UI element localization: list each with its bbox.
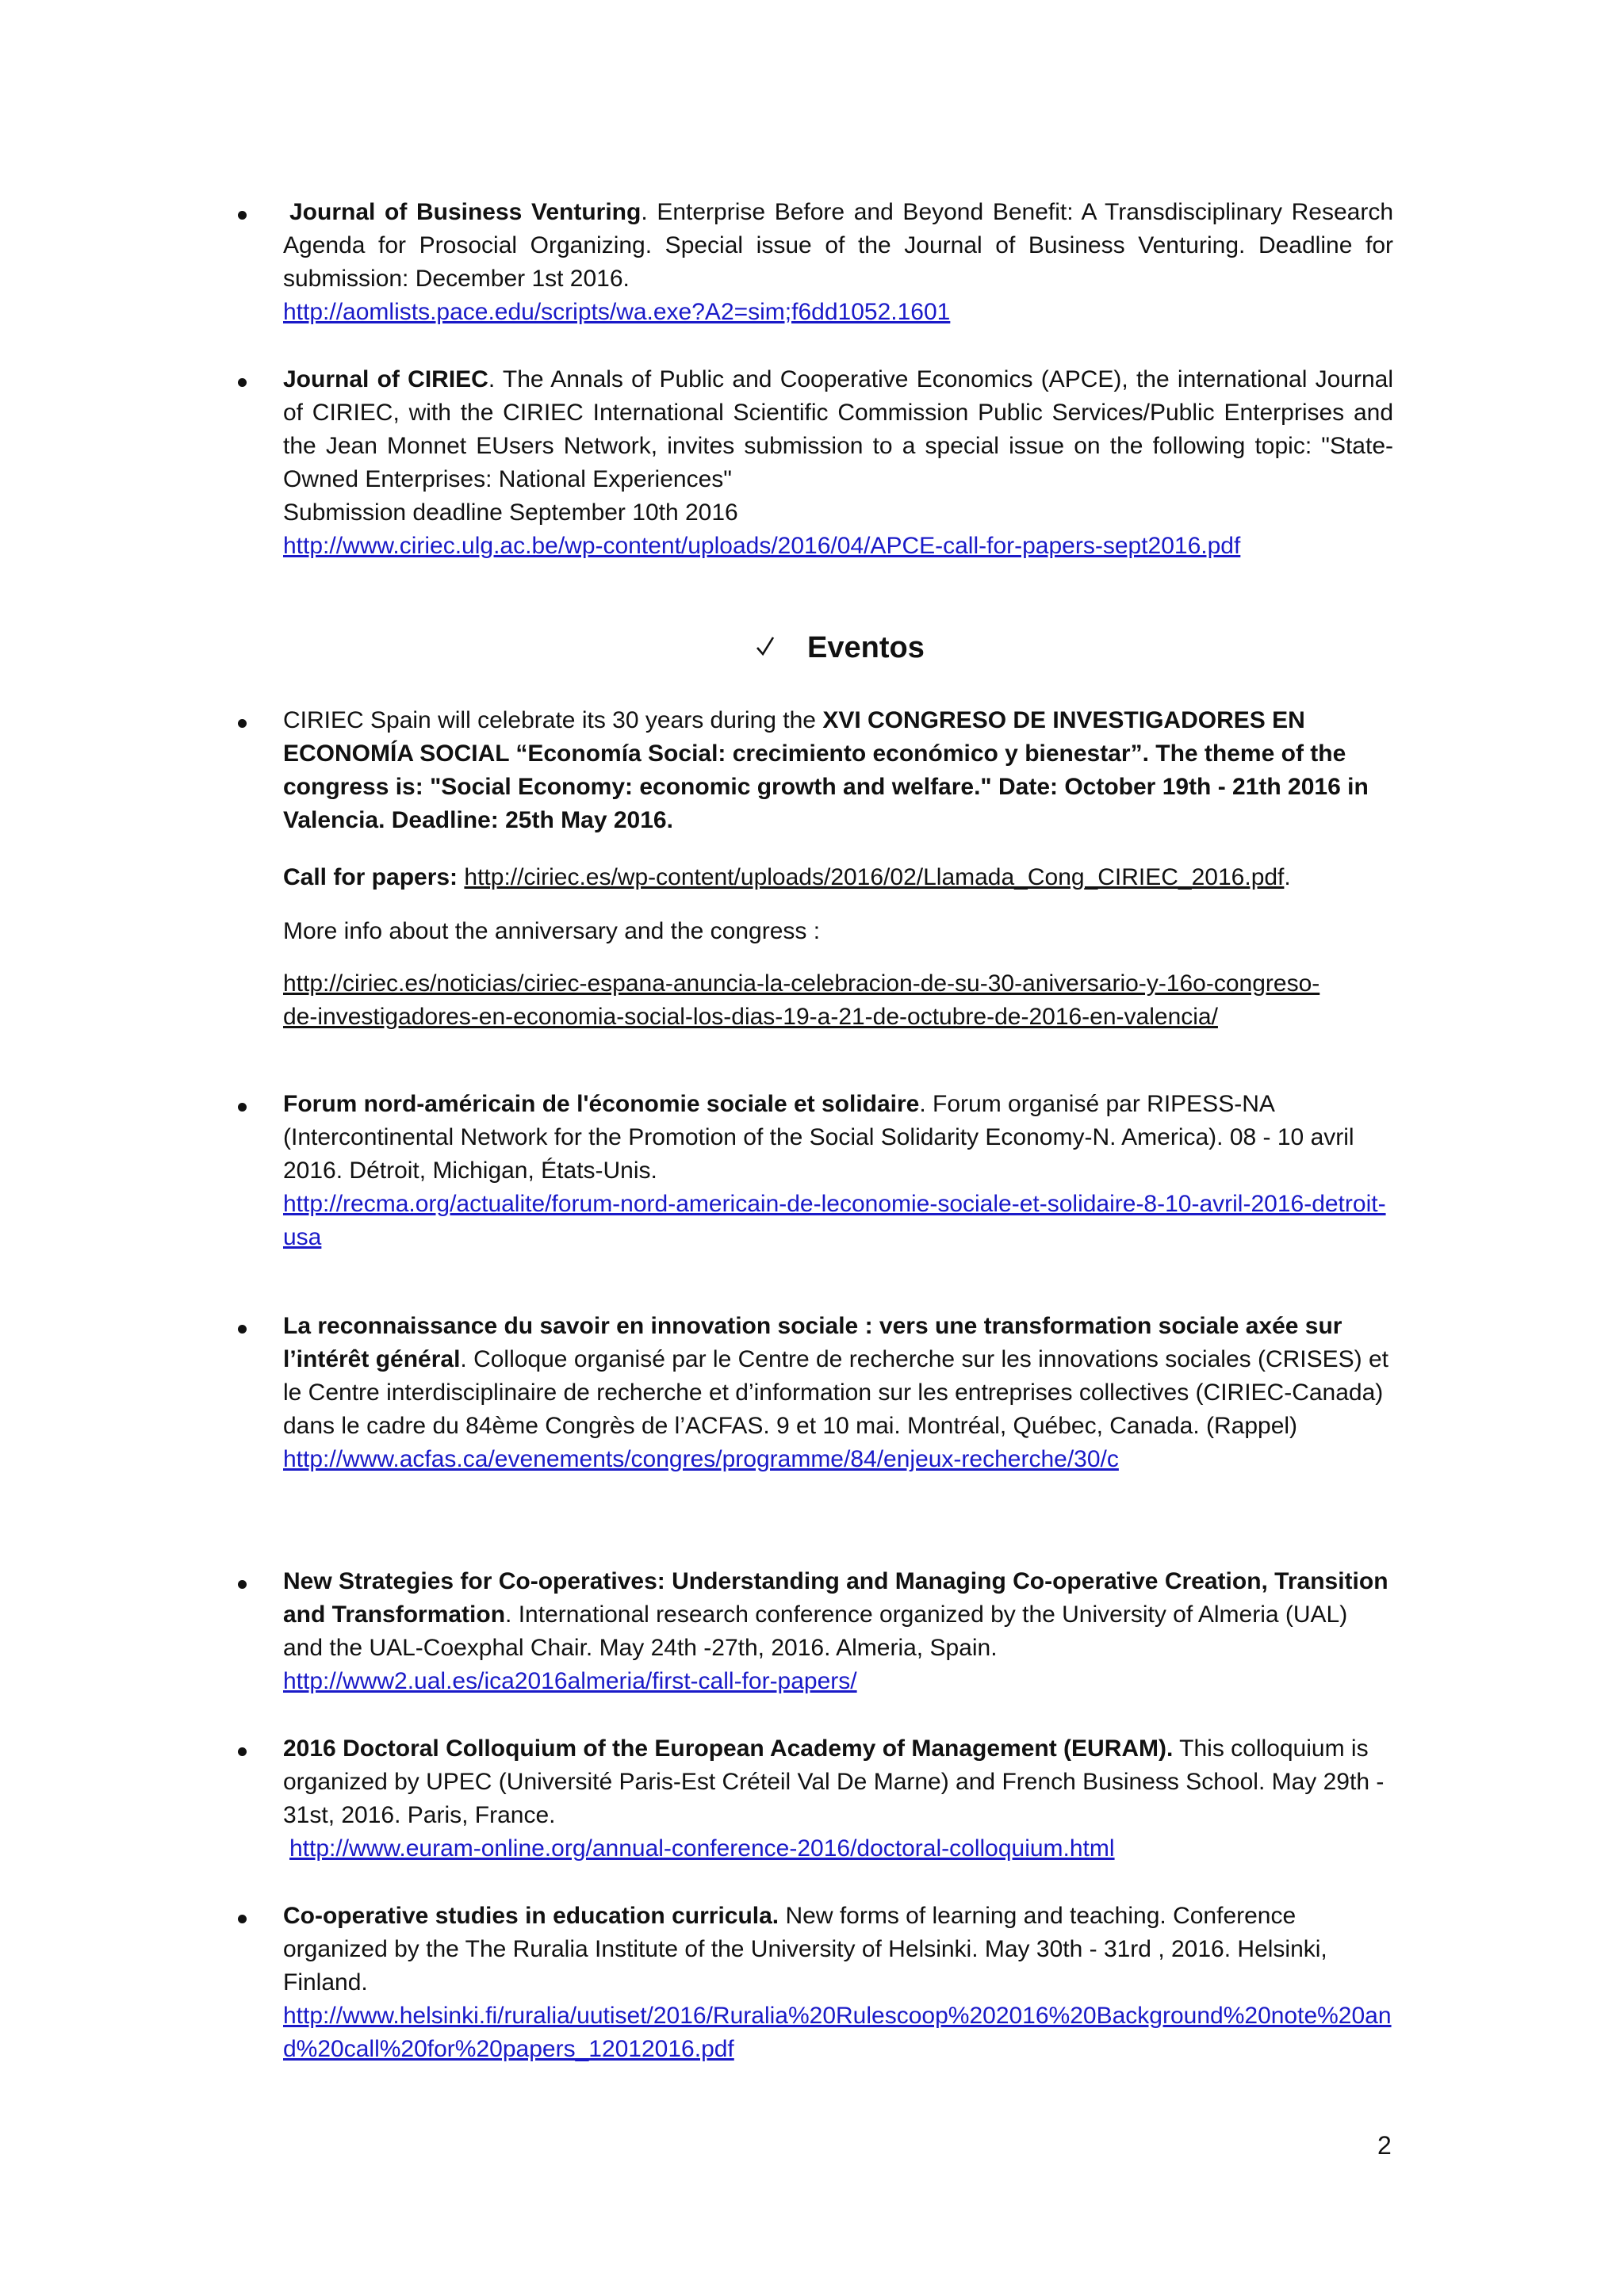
bullet-icon [238, 1103, 247, 1112]
list-item-ciriec-spain [283, 704, 1393, 1034]
helsinki-paragraph [283, 1900, 1393, 1999]
strategies-link[interactable]: http://www2.ual.es/ica2016almeria/first-call-for-papers/ [283, 1668, 857, 1694]
section-heading-eventos: Eventos [807, 631, 925, 664]
list-item-forum [283, 1088, 1393, 1254]
ciriec-deadline: Submission deadline September 10th 2016 [283, 499, 738, 526]
bullet-icon [238, 1915, 247, 1923]
forum-text: . Forum organisé par RIPESS-NA (Intercontinental Network for the Promotion of the Social Solidarity Economy-N. America). 08 - 10 avril 2016. Détroit, Michigan, États-Unis. [283, 1091, 1354, 1184]
checkmark-icon [756, 634, 775, 658]
list-item-euram [283, 1732, 1393, 1866]
euram-text: This colloquium is organized by UPEC (Université Paris-Est Créteil Val De Marne) and French Business School. May 29th - 31st, 2016. Paris, France. [283, 1735, 1385, 1828]
euram-paragraph [283, 1732, 1393, 1832]
reconnaissance-paragraph [283, 1310, 1393, 1443]
more-info-link[interactable]: http://ciriec.es/noticias/ciriec-espana-anuncia-la-celebracion-de-su-30-aniversario-y-16o-congreso-de-investigadores-en-economia-social-los-dias-19-a-21-de-octubre-de-2016-en-valencia/ [283, 970, 1320, 1030]
bullet-icon [238, 1325, 247, 1334]
helsinki-link[interactable]: http://www.helsinki.fi/ruralia/uutiset/2016/Ruralia%20Rulescoop%202016%20Background%20note%20and%20call%20for%20papers_12012016.pdf [283, 2003, 1392, 2062]
bullet-icon [238, 211, 247, 220]
reconnaissance-link[interactable]: http://www.acfas.ca/evenements/congres/programme/84/enjeux-recherche/30/c [283, 1446, 1119, 1472]
cfp-label: Call for papers: [283, 864, 458, 890]
strategies-title: New Strategies for Co-operatives: Understanding and Managing Co-operative Creation, Transition and Transformation [283, 1568, 1388, 1628]
ciriec-text: . The Annals of Public and Cooperative Economics (APCE), the international Journal of CIRIEC, with the CIRIEC International Scientific Commission Public Services/Public Enterprises and the Jean Monnet EUsers Network, invites submission to a special issue on the following topic: "State-Owned Enterprises: National Experiences" [283, 366, 1393, 492]
jbv-title: Journal of Business Venturing [289, 199, 642, 225]
bullet-icon [238, 1580, 247, 1589]
list-item-strategies [283, 1565, 1393, 1698]
bullet-icon [238, 719, 247, 728]
cfp-paragraph [283, 861, 1393, 894]
list-item-jbv [283, 196, 1393, 329]
ciriec-link[interactable]: http://www.ciriec.ulg.ac.be/wp-content/uploads/2016/04/APCE-call-for-papers-sept2016.pdf [283, 533, 1241, 559]
list-item-helsinki [283, 1900, 1393, 2066]
ciriec-spain-congress: XVI CONGRESO DE INVESTIGADORES EN ECONOMÍA SOCIAL “Economía Social: crecimiento económico y bienestar”. The theme of the congress is: "Social Economy: economic growth and welfare." Date: October 19th - 21th 2016 in Valencia. Deadline: 25th May 2016. [283, 707, 1369, 833]
forum-link[interactable]: http://recma.org/actualite/forum-nord-americain-de-leconomie-sociale-et-solidaire-8-10-avril-2016-detroit-usa [283, 1191, 1386, 1250]
euram-link[interactable]: http://www.euram-online.org/annual-conference-2016/doctoral-colloquium.html [289, 1835, 1115, 1862]
jbv-text: . Enterprise Before and Beyond Benefit: A Transdisciplinary Research Agenda for Prosocial Organizing. Special issue of the Journal of Business Venturing. Deadline for submission: December 1st 2016. [283, 199, 1393, 292]
cfp-link[interactable]: http://ciriec.es/wp-content/uploads/2016/02/Llamada_Cong_CIRIEC_2016.pdf [464, 864, 1285, 890]
list-item-ciriec [283, 363, 1393, 563]
helsinki-text: New forms of learning and teaching. Conference organized by the The Ruralia Institute of the University of Helsinki. May 30th - 31rd , 2016. Helsinki, Finland. [283, 1903, 1327, 1996]
strategies-paragraph [283, 1565, 1393, 1665]
ciriec-spain-paragraph [283, 704, 1393, 837]
forum-title: Forum nord-américain de l'économie sociale et solidaire [283, 1091, 920, 1117]
more-info-text: More info about the anniversary and the congress : [283, 918, 821, 944]
jbv-paragraph [283, 196, 1393, 296]
forum-paragraph [283, 1088, 1393, 1188]
more-info-paragraph [283, 967, 1330, 1034]
bullet-icon [238, 1747, 247, 1756]
cfp-end: . [1284, 864, 1291, 890]
helsinki-title: Co-operative studies in education curricula. [283, 1903, 779, 1929]
reconnaissance-text: . Colloque organisé par le Centre de recherche sur les innovations sociales (CRISES) et le Centre interdisciplinaire de recherche et d’information sur les entreprises collectives (CIRIEC-Canada) dans le cadre du 84ème Congrès de l’ACFAS. 9 et 10 mai. Montréal, Québec, Canada. (Rappel) [283, 1346, 1388, 1439]
page-number: 2 [1377, 2131, 1392, 2160]
bullet-icon [238, 378, 247, 387]
jbv-link[interactable]: http://aomlists.pace.edu/scripts/wa.exe?A2=sim;f6dd1052.1601 [283, 299, 951, 325]
euram-title: 2016 Doctoral Colloquium of the European Academy of Management (EURAM). [283, 1735, 1174, 1762]
ciriec-spain-intro: CIRIEC Spain will celebrate its 30 years during the [283, 707, 823, 733]
strategies-text: . International research conference organized by the University of Almeria (UAL) and the UAL-Coexphal Chair. May 24th -27th, 2016. Almeria, Spain. [283, 1601, 1348, 1661]
reconnaissance-title: La reconnaissance du savoir en innovation sociale : vers une transformation sociale axée sur l’intérêt général [283, 1313, 1342, 1372]
ciriec-paragraph [283, 363, 1393, 496]
list-item-reconnaissance [283, 1310, 1393, 1476]
ciriec-title: Journal of CIRIEC [283, 366, 488, 392]
